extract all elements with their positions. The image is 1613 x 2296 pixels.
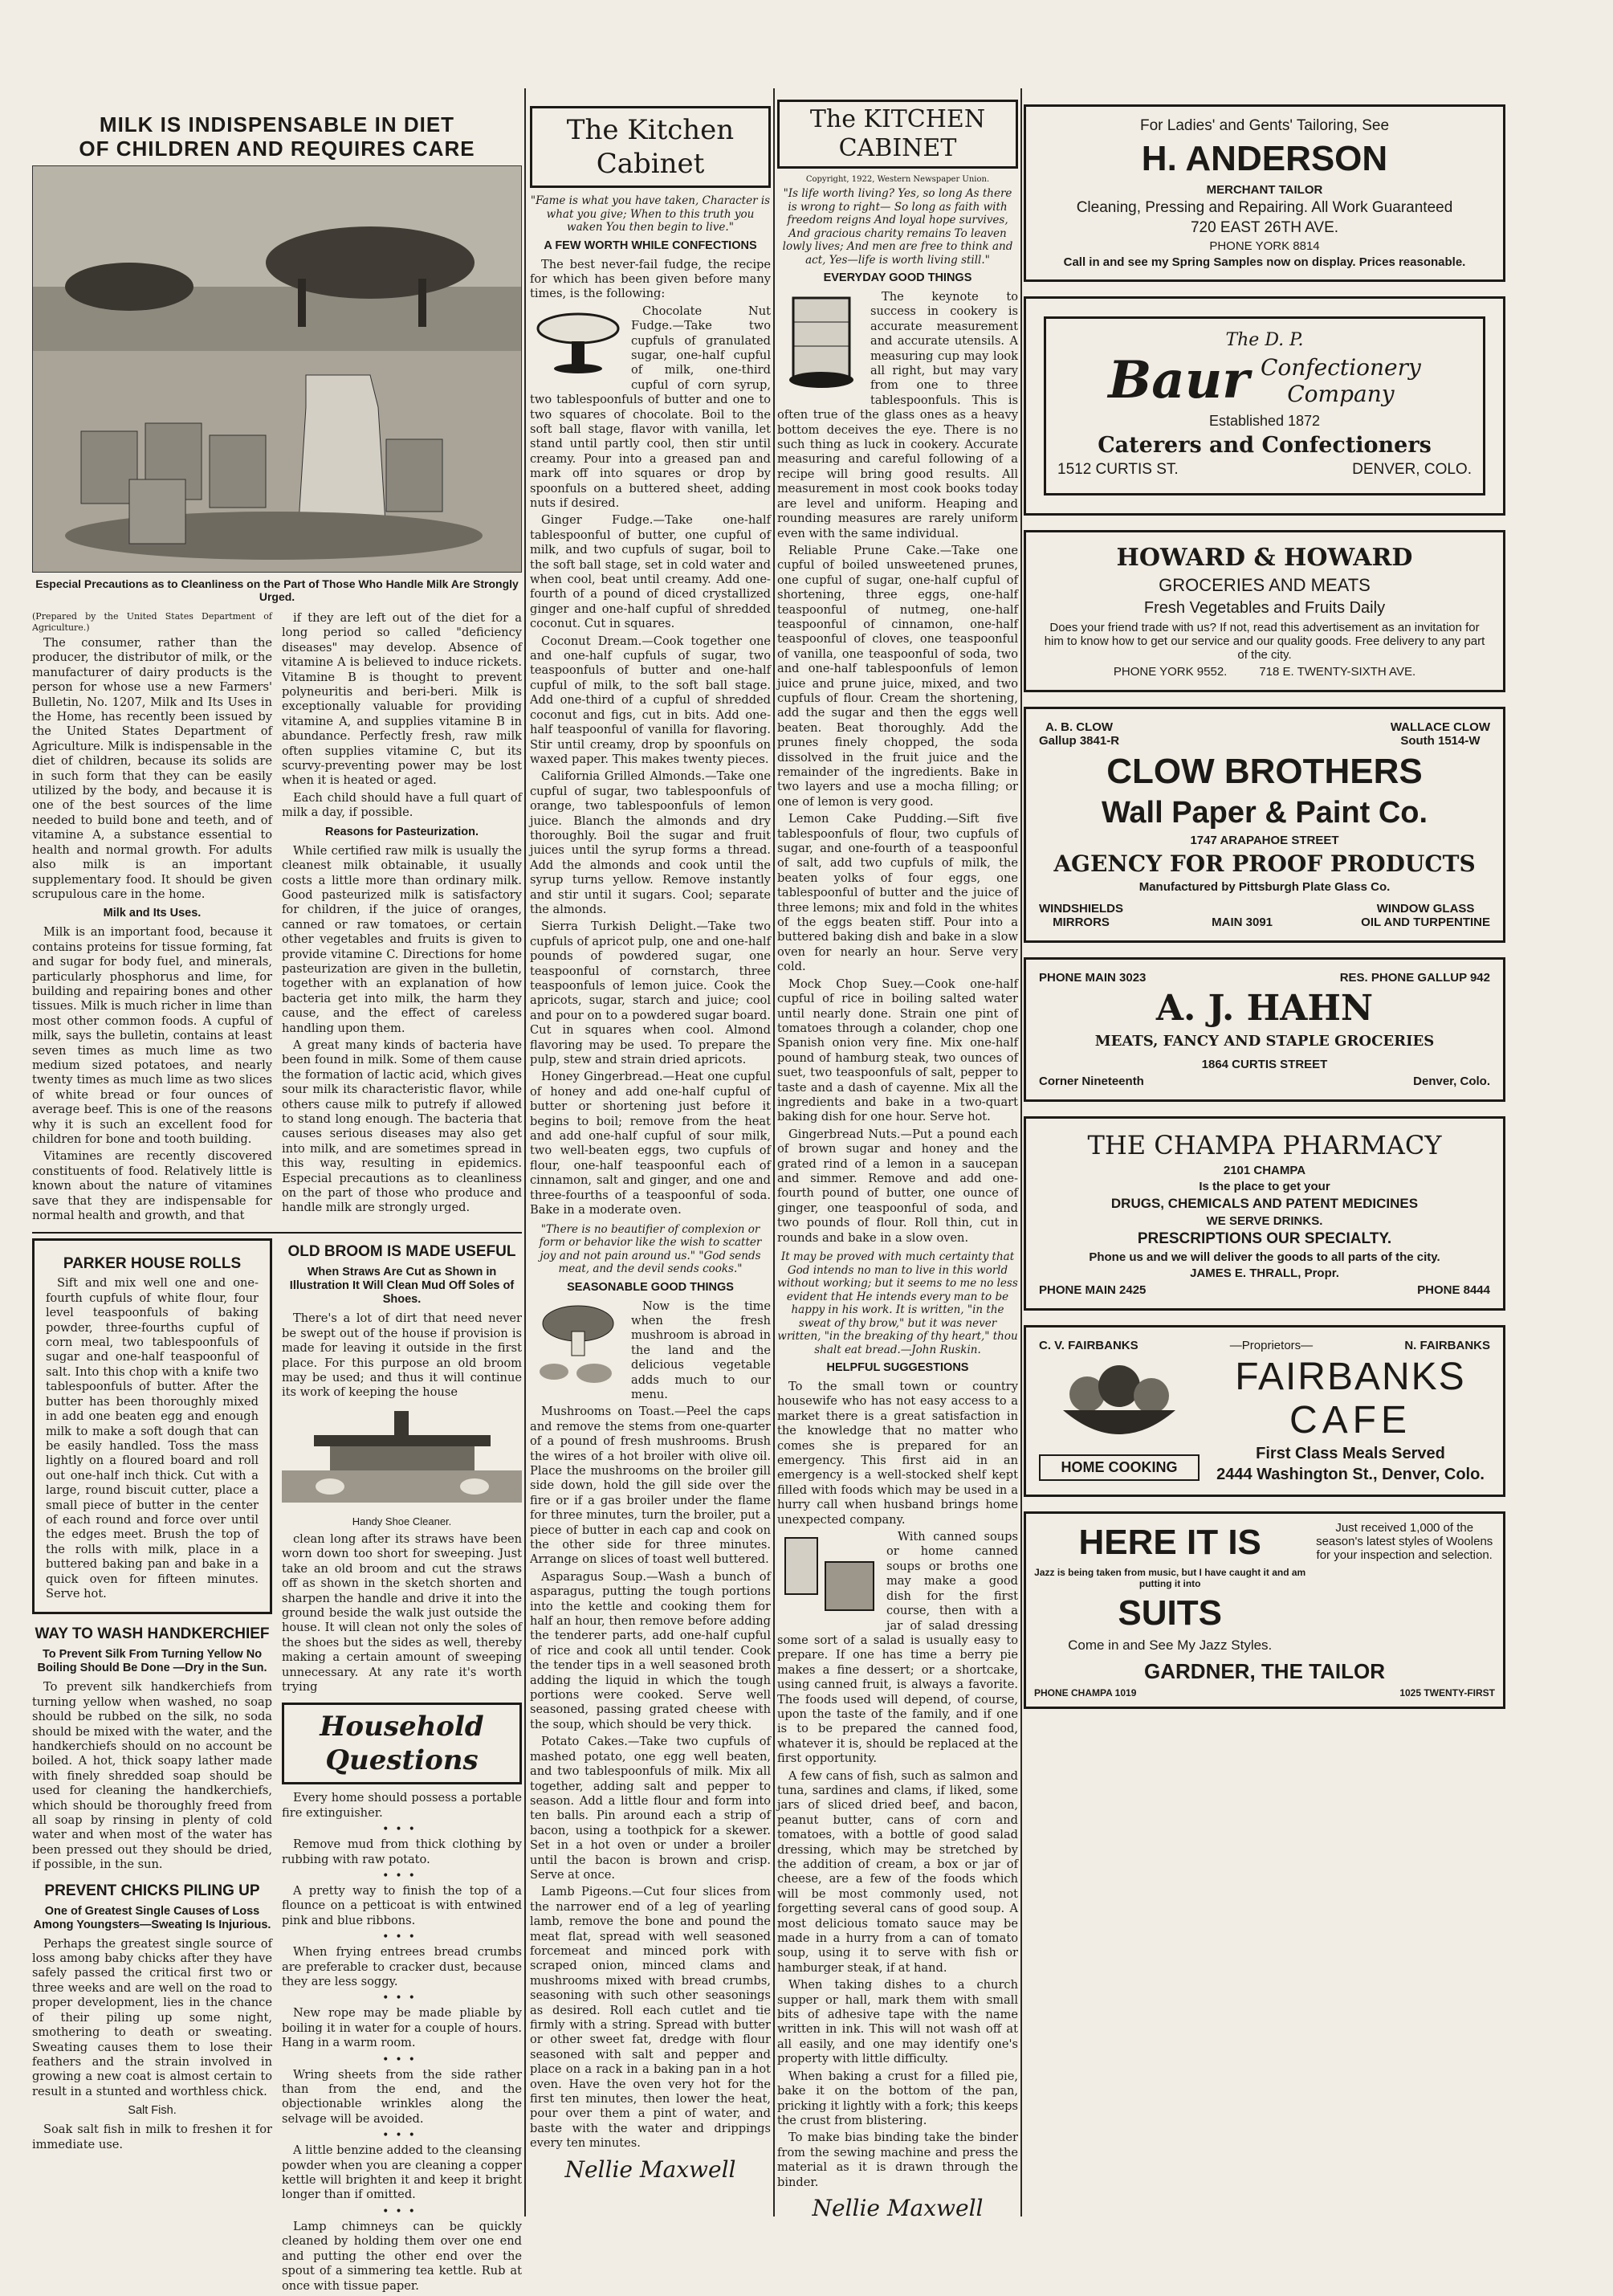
ad-phone: PHONE 8444 xyxy=(1417,1283,1490,1297)
ad-gardner-tailor xyxy=(1024,1511,1505,1709)
ad-note: Just received 1,000 of the season's latest styles of Woolens for your inspection and selection. xyxy=(1316,1521,1493,1562)
ad-line: A. B. CLOW xyxy=(1045,720,1114,734)
ad-line: WALLACE CLOW xyxy=(1390,720,1490,734)
broom-text-continued: clean long after its straws have been worn down too short for sweeping. Just take an old broom and cut the straws off as shown in the sketch shorten and sharpen the handle and drive it into the ground beside the walk just outside the house. It will clean not only the soles of the shoes but the sides as well, thereby making a certain amount of sweeping unnecessary. At any rate it's worth trying xyxy=(282,1531,522,1694)
ad-footer-row xyxy=(1039,665,1490,679)
chicks-text: Perhaps the greatest single source of loss among baby chicks after they have safely passed the critical first two or three weeks and are well on the road to proper development, lies in the chance of their piling up some night, smothering to death or sweating. Sweating causes them to lose their feathers and the strain involved in growing a new coat is almost certain to result in a stunted and worthless chick. xyxy=(32,1936,272,2098)
recipe: Gingerbread Nuts.—Put a pound each of brown sugar and honey and the grated rind of a lemon in a saucepan and simmer. Remove and add one-fourth pound of butter, one ounce of ginger, one teaspoonful of soda, and two pounds of flour. Roll thin, cut in rounds and bake in a slow oven. xyxy=(777,1127,1018,1245)
ad-address: 1025 TWENTY-FIRST xyxy=(1399,1687,1495,1699)
recipe: Sierra Turkish Delight.—Take two cupfuls of apricot pulp, one and one-half pounds of powdered sugar, one teaspoonful of cornstarch, three teaspoonfuls of lemon juice. Cook the apricots, sugar, starch and juice; cool and pour on to a powdered sugar board. Cut in squares when cool. Almond flavoring may be used. To prepare the pulp, stew and strain dried apricots. xyxy=(530,920,771,1067)
banner-line-1: The KITCHEN xyxy=(809,105,986,133)
ad-line: First Class Meals Served xyxy=(1256,1445,1445,1462)
separator: ••• xyxy=(382,2129,422,2143)
canned-goods-icon xyxy=(777,1530,882,1626)
recipe: California Grilled Almonds.—Take one cupful of sugar, two tablespoonfuls of orange, two tablespoonfuls of lemon juice. Blanch the almonds and dry thoroughly. Boil the sugar and fruit juices until the syrup forms a thread. Add the almonds and cook until the syrup turns yellow. Remove instantly and stir until it sugars. Cool; separate the almonds. xyxy=(530,769,771,916)
salt-fish-title: Salt Fish. xyxy=(128,2104,177,2118)
ad-line: The D. P. xyxy=(1225,330,1304,350)
left-subcolumn xyxy=(32,1238,272,2295)
separator: ••• xyxy=(382,2053,422,2066)
suggestion: When baking a crust for a filled pie, bake it on the bottom of the pan, pricking it lightly with a fork; this keeps the crust from blistering. xyxy=(777,2069,1018,2127)
column-kitchen-cabinet-2 xyxy=(777,88,1018,2221)
ad-phone: RES. PHONE GALLUP 942 xyxy=(1339,971,1490,985)
household-questions-list xyxy=(282,1791,522,2294)
section-heading: A FEW WORTH WHILE CONFECTIONS xyxy=(544,239,757,252)
section-heading: EVERYDAY GOOD THINGS xyxy=(823,271,972,284)
question-item: When frying entrees bread crumbs are preferable to cracker dust, because they are less soggy. xyxy=(282,1945,522,1988)
article-paragraph: Each child should have a full quart of milk a day, if possible. xyxy=(282,790,522,820)
signature: Nellie Maxwell xyxy=(564,2155,736,2183)
column-kitchen-cabinet-1 xyxy=(530,88,771,2216)
ad-phone: MAIN 3091 xyxy=(1212,916,1273,929)
ad-line: Jazz is being taken from music, but I have caught it and am putting it into xyxy=(1034,1567,1306,1589)
ad-line: JAMES E. THRALL, Propr. xyxy=(1190,1266,1339,1280)
ad-name: H. ANDERSON xyxy=(1141,139,1388,178)
ad-city: Denver, Colo. xyxy=(1413,1075,1490,1088)
separator: ••• xyxy=(382,2204,422,2218)
milk-article-part-2 xyxy=(282,611,522,1225)
ad-line: AGENCY FOR PROOF PRODUCTS xyxy=(1053,850,1476,877)
ad-product-right xyxy=(1361,902,1490,929)
signature: Nellie Maxwell xyxy=(812,2194,984,2221)
opening-quote: "Fame is what you have taken, Character is what you give; When to this truth you waken You then begin to live." xyxy=(530,194,771,234)
recipe: Chocolate Nut Fudge.—Take two cupfuls of granulated sugar, one-half cupful of milk, one-third cupful of corn syrup, two tablespoonfuls of butter and one to two squares of chocolate. Boil to the soft ball stage, flavor with vanilla, let stand until partly cool, then stir until creamy. Pour into a greased pan and mark off into squares or drop by spoonfuls on a buttered sheet, adding nuts if desired. xyxy=(530,304,771,510)
ad-name: HOWARD & HOWARD xyxy=(1116,544,1413,572)
ad-line: Phone us and we will deliver the goods to all parts of the city. xyxy=(1089,1250,1440,1264)
ad-line: MEATS, FANCY AND STAPLE GROCERIES xyxy=(1094,1033,1435,1050)
ad-line: WINDOW GLASS xyxy=(1376,902,1475,916)
banner-line-1: The Kitchen xyxy=(566,114,735,146)
article-paragraph: if they are left out of the diet for a long period so called "deficiency diseases" may develop. Absence of vitamine A is believed to induce rickets. Vitamine B is thought to prevent polyneuritis and beri-beri. Milk is exceptionally valuable for providing vitamine A, and supplies vitamine B in abundance. Perfectly fresh, raw milk often supplies vitamine C, but its scurvy-preventing power may be lost when it is heated or aged. xyxy=(282,611,522,788)
intro-text: The best never-fail fudge, the recipe for which has been given before many times, is the following: xyxy=(530,257,771,301)
ad-name: A. J. HAHN xyxy=(1155,988,1374,1029)
ad-line: MIRRORS xyxy=(1053,916,1110,929)
copyright: Copyright, 1922, Western Newspaper Union. xyxy=(805,175,990,184)
column-advertisements xyxy=(1024,88,1505,2216)
ad-line: Manufactured by Pittsburgh Plate Glass Co. xyxy=(1138,880,1391,894)
kitchen-cabinet-banner xyxy=(777,100,1018,169)
ad-line: —Proprietors— xyxy=(1229,1339,1314,1352)
ad-owner-right xyxy=(1391,720,1490,748)
subheading: Milk and Its Uses. xyxy=(103,907,202,920)
recipe: Lamb Pigeons.—Cut four slices from the narrower end of a leg of yearling lamb, remove the bone and pound the meat flat, spread with well seasoned forcemeat and minced pork with scraped onion, minced clams and mushrooms mixed with bread crumbs, seasoning with such other seasonings as desired. Roll each cutlet and tie firmly with a string. Spread with butter or other sweet fat, dredge with flour seasoned with salt and pepper and place on a rack in a baking pan in a hot oven. Have the oven very hot for the first ten minutes, then lower the heat, pour over them a pint of water, and baste with the water and drippings every ten minutes. xyxy=(530,1885,771,2151)
salt-fish-text: Soak salt fish in milk to freshen it for immediate use. xyxy=(32,2123,272,2151)
handkerchief-text: To prevent silk handkerchiefs from turning yellow when washed, no soap should be rubbed on the silk, no soda should be mixed with the water, and the handkerchiefs should on no account be boiled. A hot, thick soapy lather made with finely shredded soap should be used for cleaning the handkerchiefs, which should be thoroughly freed from all soap by rinsing in plenty of cold water and when most of the water has been pressed out they should be dried, if possible, in the sun. xyxy=(32,1680,272,1872)
section-heading: HELPFUL SUGGESTIONS xyxy=(826,1361,969,1374)
photo-caption: Especial Precautions as to Cleanliness on the Part of Those Who Handle Milk Are Strongly Urged. xyxy=(35,577,519,603)
ad-line: SUITS xyxy=(1118,1593,1222,1633)
ad-phone: PHONE CHAMPA 1019 xyxy=(1034,1687,1137,1699)
column-milk xyxy=(32,88,522,2293)
chicks-subtitle: One of Greatest Single Causes of Loss Among Youngsters—Sweating Is Injurious. xyxy=(33,1904,271,1931)
article-paragraph: While certified raw milk is usually the cleanest milk obtainable, it usually costs a little more than ordinary milk. Good pasteurized milk is satisfactory for children, if the juice of oranges, canned or raw tomatoes, or certain other vegetables and fruits is given to provide vitamine C. Directions for home pasteurization are given in the bulletin, together with an explanation of how bacteria get into milk, the harm they cause, and the effect of careless handling upon them. xyxy=(282,843,522,1035)
banner-line-1: Household xyxy=(320,1711,484,1743)
ad-line: C. V. FAIRBANKS xyxy=(1039,1339,1138,1352)
ad-line: Corner Nineteenth xyxy=(1039,1075,1144,1088)
separator: ••• xyxy=(382,1931,422,1944)
ad-address: 2101 CHAMPA xyxy=(1223,1164,1306,1177)
ad-headline: HERE IT IS xyxy=(1078,1523,1261,1562)
question-item: Remove mud from thick clothing by rubbing with raw potato. xyxy=(282,1837,522,1866)
ad-footer-row xyxy=(1039,1075,1490,1088)
intro-text: The keynote to success in cookery is accurate measurement and accurate utensils. A measuring cup may look all right, but may vary from one to three tablespoonfuls. This is often true of the glass ones as a heavy bottom deceives the eye. There is no such thing as luck in cookery. Accurate measuring and careful following of a recipe will bring good results. All measurement in most cook books today are level and uniform. Heaping and rounding measures are rarely uniform even with the same individual. xyxy=(777,290,1018,540)
ad-header-row xyxy=(1039,720,1490,748)
article-paragraph: Milk is an important food, because it contains proteins for tissue forming, fat and sugar for body fuel, and minerals, particularly phosphorus and lime, for building and repairing bones and other tissues. Milk is much richer in lime than most other common foods. A cupful of milk, says the bulletin, contains at least seven times as much lime as two medium sized potatoes, and nearly twenty times as much lime as two slices of white bread or four ounces of average beef. This is one of the reasons why it is such an excellent food for children for bone and tooth building. xyxy=(32,925,272,1146)
fruit-bowl-panel xyxy=(1039,1362,1200,1481)
section-heading: SEASONABLE GOOD THINGS xyxy=(567,1280,734,1294)
parker-house-rolls-box xyxy=(32,1238,272,1614)
separator: ••• xyxy=(382,1823,422,1837)
ad-phone: PHONE YORK 9552. xyxy=(1113,665,1228,679)
right-subcolumn xyxy=(282,1238,522,2295)
ad-line: Come in and See My Jazz Styles. xyxy=(1068,1637,1273,1653)
ad-footer-row xyxy=(1039,1283,1490,1297)
ad-footer-row xyxy=(1034,1687,1495,1699)
ad-owner-left xyxy=(1039,720,1119,748)
ad-name: CLOW BROTHERS xyxy=(1106,752,1423,791)
ad-line: Cleaning, Pressing and Repairing. All Work Guaranteed xyxy=(1076,199,1453,216)
ad-champa-pharmacy xyxy=(1024,1116,1505,1311)
ad-note: Call in and see my Spring Samples now on display. Prices reasonable. xyxy=(1063,255,1466,269)
measuring-cup-icon xyxy=(777,290,866,394)
recipe: Asparagus Soup.—Wash a bunch of asparagus, putting the tough portions into the kettle and cooking them for half an hour, then remove before adding the tenderer parts, add one-half cupful of rice and cook all until tender. Cook the tender tips in a well seasoned broth adding the liquid in which the tough portions were cooked. Serve well seasoned, passing grated cheese with the soup, which should be very thick. xyxy=(530,1569,771,1731)
headline-line-2: OF CHILDREN AND REQUIRES CARE xyxy=(79,137,475,161)
ad-address: 718 E. TWENTY-SIXTH AVE. xyxy=(1259,665,1416,679)
recipe: Reliable Prune Cake.—Take one cupful of boiled unsweetened prunes, one cupful of sugar, one-half cupful of shortening, three eggs, one-half teaspoonful of nutmeg, one-half teaspoonful of cinnamon, one-half teaspoonful of cloves, one teaspoonful of vanilla, one teaspoonful of soda, two and one-half tablespoonfuls of lemon juice and prune juice, mixed, and two cupfuls of flour. Cream the shortening, add the sugar and then the eggs well beaten. Beat thoroughly. Add the prunes finely chopped, the soda dissolved in the fruit juice and the remainder of the ingredients. Bake in two layers and use a mocha filling; or one of lemon is very good. xyxy=(777,543,1018,809)
ad-name: CAFE xyxy=(1289,1399,1411,1442)
ad-hahn xyxy=(1024,957,1505,1102)
ad-line: WINDSHIELDS xyxy=(1039,902,1123,916)
ad-baur xyxy=(1024,296,1505,516)
ad-phone: PHONE YORK 8814 xyxy=(1209,239,1320,253)
home-cooking-label: HOME COOKING xyxy=(1039,1454,1200,1481)
article-paragraph: Vitamines are recently discovered constituents of food. Relatively little is known about the nature of vitamines save that they are indispensable for normal health and growth, and that xyxy=(32,1149,272,1223)
ad-line: Confectionery xyxy=(1261,353,1421,381)
headline-line-1: MILK IS INDISPENSABLE IN DIET xyxy=(99,112,455,137)
handkerchief-subtitle: To Prevent Silk From Turning Yellow No Boiling Should Be Done —Dry in the Sun. xyxy=(37,1648,267,1675)
column-rule xyxy=(1020,88,1022,2216)
closing-quote: "There is no beautifier of complexion or form or behavior like the wish to scatter joy and not pain around us." "God sends meat, and the devil sends cooks." xyxy=(539,1222,762,1275)
column-rule xyxy=(524,88,526,2216)
ad-city: DENVER, COLO. xyxy=(1352,461,1472,478)
intro-text: To the small town or country housewife who has not easy access to a market there is a great satisfaction in the knowledge that no matter who comes she is prepared for an emergency. This first aid in an emergency is a well-stocked shelf kept filled with foods which may be used in a hurry call when husband brings home unexpected company. xyxy=(777,1380,1018,1527)
ad-name: Baur xyxy=(1108,350,1249,410)
ad-address: 720 EAST 26TH AVE. xyxy=(1190,219,1339,236)
ad-phone: PHONE MAIN 2425 xyxy=(1039,1283,1147,1297)
parker-title: PARKER HOUSE ROLLS xyxy=(63,1255,242,1273)
ad-name: GARDNER, THE TAILOR xyxy=(1144,1659,1385,1683)
ad-line: Established 1872 xyxy=(1208,413,1321,429)
question-item: Lamp chimneys can be quickly cleaned by holding them over one end and putting the other end over the spout of a simmering tea kettle. Rub at once with tissue paper. xyxy=(282,2219,522,2293)
kitchen-cabinet-banner xyxy=(530,106,771,188)
intro-text: Now is the time when the fresh mushroom is abroad in the land and the delicious vegetable adds much to our menu. xyxy=(631,1299,771,1401)
banner-line-2: Questions xyxy=(325,1744,479,1777)
ad-anderson xyxy=(1024,104,1505,282)
question-item: Every home should possess a portable fire extinguisher. xyxy=(282,1791,522,1820)
ad-line: Fresh Vegetables and Fruits Daily xyxy=(1143,599,1386,617)
question-item: A little benzine added to the cleansing powder when you are cleaning a copper kettle will brighten it and keep it bright longer than if omitted. xyxy=(282,2143,522,2202)
chicks-title: PREVENT CHICKS PILING UP xyxy=(44,1882,260,1899)
cow-illustration xyxy=(33,166,521,570)
recipe: Coconut Dream.—Cook together one and one-half cupfuls of sugar, two teaspoonfuls of butter and one-half cupful of milk, to the soft ball stage. Add one-third of a cupful of shredded coconut and figs, cut in bits. Add one-half teaspoonful of vanilla for flavoring. Stir until creamy, drop by spoonfuls on waxed paper. This makes twenty pieces. xyxy=(530,634,771,766)
recipe: Lemon Cake Pudding.—Sift five tablespoonfuls of flour, two cupfuls of sugar, and one-fourth of a teaspoonful of salt, add two cupfuls of milk, the beaten yolks of four eggs, one tablespoonful of butter and the juice of three lemons; mix and fold in the whites of the eggs beaten stiff. Pour into a buttered baking dish and bake in a slow oven for nearly an hour. Serve very cold. xyxy=(777,812,1018,974)
prepared-note: (Prepared by the United States Department of Agriculture.) xyxy=(32,611,272,633)
suggestion: A few cans of fish, such as salmon and tuna, sardines and clams, if liked, some jars of sliced dried beef, and bacon, peanut butter, cans of corn and tomatoes, with a bottle of good salad dressing, which may be stretched by the addition of cream, a box or jar of cheese, are a few of the foods which will be most commonly used, not forgetting several cans of good soup. A most delicious tomato sauce may be made in a hurry from a can of tomato soup, using it to serve with fish or hamburger steak, if at hand. xyxy=(777,1768,1018,1975)
banner-line-2: CABINET xyxy=(838,134,957,162)
banner-line-2: Cabinet xyxy=(596,148,705,180)
recipe: Mock Chop Suey.—Cook one-half cupful of rice in boiling salted water until nearly done. Strain one pint of tomatoes through a colander, chop one Spanish onion very fine. Mix one-half pound of hamburg steak, two ounces of suet, two teaspoonfuls of salt, pepper to taste and a dash of cayenne. Mix all the ingredients and bake in a two-quart baking dish for one hour. Serve hot. xyxy=(777,977,1018,1124)
shoe-cleaner-caption: Handy Shoe Cleaner. xyxy=(352,1515,452,1527)
ad-note: Does your friend trade with us? If not, read this advertisement as an invitation for him to know how to get our service and our quality goods. Free delivery to any part of the city. xyxy=(1044,621,1485,662)
article-paragraph: A great many kinds of bacteria have been found in milk. Some of them cause the formation of lactic acid, which gives sour milk its characteristic flavor, while others cause milk to putrefy if allowed to stand long enough. The bacteria that causes serious diseases may also get into milk, and are sometimes spread in this way, resulting in epidemics. Especial precautions as to cleanliness on the part of those who produce and handle milk are strongly urged. xyxy=(282,1038,522,1215)
ad-header-row xyxy=(1039,1339,1490,1352)
ad-line: South 1514-W xyxy=(1400,734,1481,748)
handkerchief-title: WAY TO WASH HANDKERCHIEF xyxy=(35,1625,270,1643)
ad-line: GROCERIES AND MEATS xyxy=(1159,575,1371,595)
fruit-bowl-icon xyxy=(1039,1362,1200,1450)
ad-header-row xyxy=(1039,971,1490,985)
household-questions-banner xyxy=(282,1703,522,1784)
milk-article-part-1 xyxy=(32,611,272,1225)
recipe: Mushrooms on Toast.—Peel the caps and remove the stems from one-quarter of a pound of fresh mushrooms. Brush the wires of a hot broiler with olive oil. Place the mushrooms on the broiler gill side down, hold the gill side over the fire or if a gas broiler under the flame for three minutes, turn the broiler, put a piece of butter in each cap and cook on the other side for three minutes. Arrange on slices of toast well buttered. xyxy=(530,1405,771,1567)
ad-clow-brothers xyxy=(1024,707,1505,943)
question-item: Wring sheets from the side rather than from the end, and the objectionable wrinkles along the selvage will be avoided. xyxy=(282,2067,522,2126)
article-paragraph: The consumer, rather than the producer, the distributor of milk, or the manufacturer of dairy products is the person for whose use a new Farmers' Bulletin, No. 1207, Milk and Its Uses in the Home, has recently been issued by the United States Department of Agriculture. Milk is indispensable in the diet of children, because its solids are in such form that they can be easily utilized by the body, and because it is one of the best sources of the lime needed to build bone and teeth, and of vitamine A, a substance essential to health and normal growth. For adults also milk is an important supplementary food. It should be given scrupulous care in the home. xyxy=(32,636,272,901)
ad-fairbanks-cafe xyxy=(1024,1325,1505,1497)
ad-address-row xyxy=(1057,461,1472,479)
subheading: Reasons for Pasteurization. xyxy=(325,825,479,838)
fudge-dish-icon xyxy=(530,304,626,377)
ad-name: THE CHAMPA PHARMACY xyxy=(1087,1130,1442,1160)
separator: ••• xyxy=(382,1869,422,1882)
ad-line: OIL AND TURPENTINE xyxy=(1361,916,1490,929)
question-item: New rope may be made pliable by boiling it in water for a couple of hours. Hang in a warm room. xyxy=(282,2006,522,2050)
suggestion: To make bias binding take the binder from the sewing machine and press the material as it is drawn through the binder. xyxy=(777,2131,1018,2189)
ad-line: N. FAIRBANKS xyxy=(1404,1339,1490,1352)
ad-line: For Ladies' and Gents' Tailoring, See xyxy=(1139,117,1390,134)
shoe-cleaner-illustration xyxy=(282,1403,522,1507)
ad-address: 1864 CURTIS STREET xyxy=(1201,1058,1328,1071)
ad-address: 1512 CURTIS ST. xyxy=(1057,461,1179,478)
ad-tagline: Caterers and Confectioners xyxy=(1098,433,1432,458)
ad-line: DRUGS, CHEMICALS AND PATENT MEDICINES xyxy=(1110,1196,1419,1211)
ad-line: Company xyxy=(1287,380,1395,407)
question-item: A pretty way to finish the top of a flounce on a petticoat is with entwined pink and blue ribbons. xyxy=(282,1883,522,1927)
ad-line: Is the place to get your xyxy=(1199,1180,1330,1193)
ad-howard xyxy=(1024,530,1505,692)
suggestion: When taking dishes to a church supper or hall, mark them with small bits of adhesive tape with the name written in ink. This will not wash off at all easily, and one may identify one's property with little difficulty. xyxy=(777,1978,1018,2066)
opening-quote: "Is life worth living? Yes, so long As there is wrong to right— So long as faith with freedom reigns And loyal hope survives, And gracious charity remains To leaven lowly lives; And men are free to think and act, Yes—life is worth living still." xyxy=(782,187,1013,267)
broom-subtitle: When Straws Are Cut as Shown in Illustration It Will Clean Mud Off Soles of Shoes. xyxy=(289,1266,515,1307)
mushroom-icon xyxy=(530,1299,626,1388)
recipe: Honey Gingerbread.—Heat one cupful of honey and add one-half cupful of butter or shortening just before it begins to boil; remove from the heat and add one-half cupful of sour milk, two well-beaten eggs, two cupfuls of flour, one-half teaspoonful each of cinnamon, salt and ginger, and one and three-fourths of a teaspoonful of soda. Bake in a moderate oven. xyxy=(530,1070,771,1217)
broom-title: OLD BROOM IS MADE USEFUL xyxy=(287,1243,516,1261)
suggestion: With canned soups or home canned soups or broths one may make a good dish for the first course, then with a jar of salad dressing some sort of a salad is usually easy to prepare. If one has time a berry pie makes a fine dessert; or a shortcake, using canned fruit, is always a favorite. The foods used will depend, of course, upon the taste of the family, and if one is to be prepared the canned food, whatever it is, should be replaced at the first opportunity. xyxy=(777,1530,1018,1766)
recipe: Potato Cakes.—Take two cupfuls of mashed potato, one egg well beaten, and two tablespoonfuls of milk. Mix all together, adding salt and pepper to season. Add a little flour and form into ten balls. Pin around each a strip of bacon, using a toothpick for a skewer. Set in a hot oven or under a broiler until the bacon is brown and crisp. Serve at once. xyxy=(530,1735,771,1882)
ad-line: WE SERVE DRINKS. xyxy=(1206,1214,1323,1228)
cows-and-milk-photo xyxy=(32,165,522,573)
ad-line: Gallup 3841-R xyxy=(1039,734,1120,748)
parker-text: Sift and mix well one and one-fourth cupfuls of white flour, four level teaspoonfuls of baking powder, three-fourths cupful of corn meal, two tablespoonfuls of sugar and one-half teaspoonful of salt. Into this chop with a knife two tablespoonfuls of butter. After the butter has been thoroughly mixed in add one beaten egg and enough milk to make a soft dough that can be easily handled. Toss the mass lightly on a floured board and roll out one-half inch thick. Cut with a large, round biscuit cutter, place a small piece of butter in the center of each round and force over until the edges meet. Brush the top of the rolls with milk, place in a buttered baking pan and bake in a quick oven for fifteen minutes. Serve hot. xyxy=(46,1276,259,1601)
ad-phone: PHONE MAIN 3023 xyxy=(1039,971,1147,985)
ad-line: PRESCRIPTIONS OUR SPECIALTY. xyxy=(1137,1230,1392,1247)
ad-line: MERCHANT TAILOR xyxy=(1206,183,1323,197)
recipe: Ginger Fudge.—Take one-half tablespoonful of butter, one cupful of milk, and two cupfuls of sugar, boil to the soft ball stage, set in cold water and when cool, beat until creamy. Add one-fourth of a pound of diced crystallized ginger and one-half cupful of shredded coconut. Cut in squares. xyxy=(530,513,771,631)
ad-address: 2444 Washington St., Denver, Colo. xyxy=(1216,1466,1485,1483)
ad-footer-row xyxy=(1039,902,1490,929)
ad-product-left xyxy=(1039,902,1123,929)
separator: ••• xyxy=(382,1992,422,2005)
broom-text: There's a lot of dirt that need never be swept out of the house if provision is made for leaving it outside in the first place. For this purpose an old broom may be used; and thus it will continue its work of keeping the house xyxy=(282,1311,522,1400)
ad-address: 1747 ARAPAHOE STREET xyxy=(1190,834,1339,847)
ad-name: FAIRBANKS xyxy=(1235,1356,1466,1398)
ad-line: Wall Paper & Paint Co. xyxy=(1101,796,1428,830)
ruskin-quote: It may be proved with much certainty that God intends no man to live in this world without working; but it seems to me no less evident that He intends every man to be happy in his work. It is written, "in the sweat of thy brow," but it was never written, "in the breaking of thy heart," thou shalt eat bread.—John Ruskin. xyxy=(777,1250,1018,1356)
column-rule xyxy=(773,88,775,2216)
